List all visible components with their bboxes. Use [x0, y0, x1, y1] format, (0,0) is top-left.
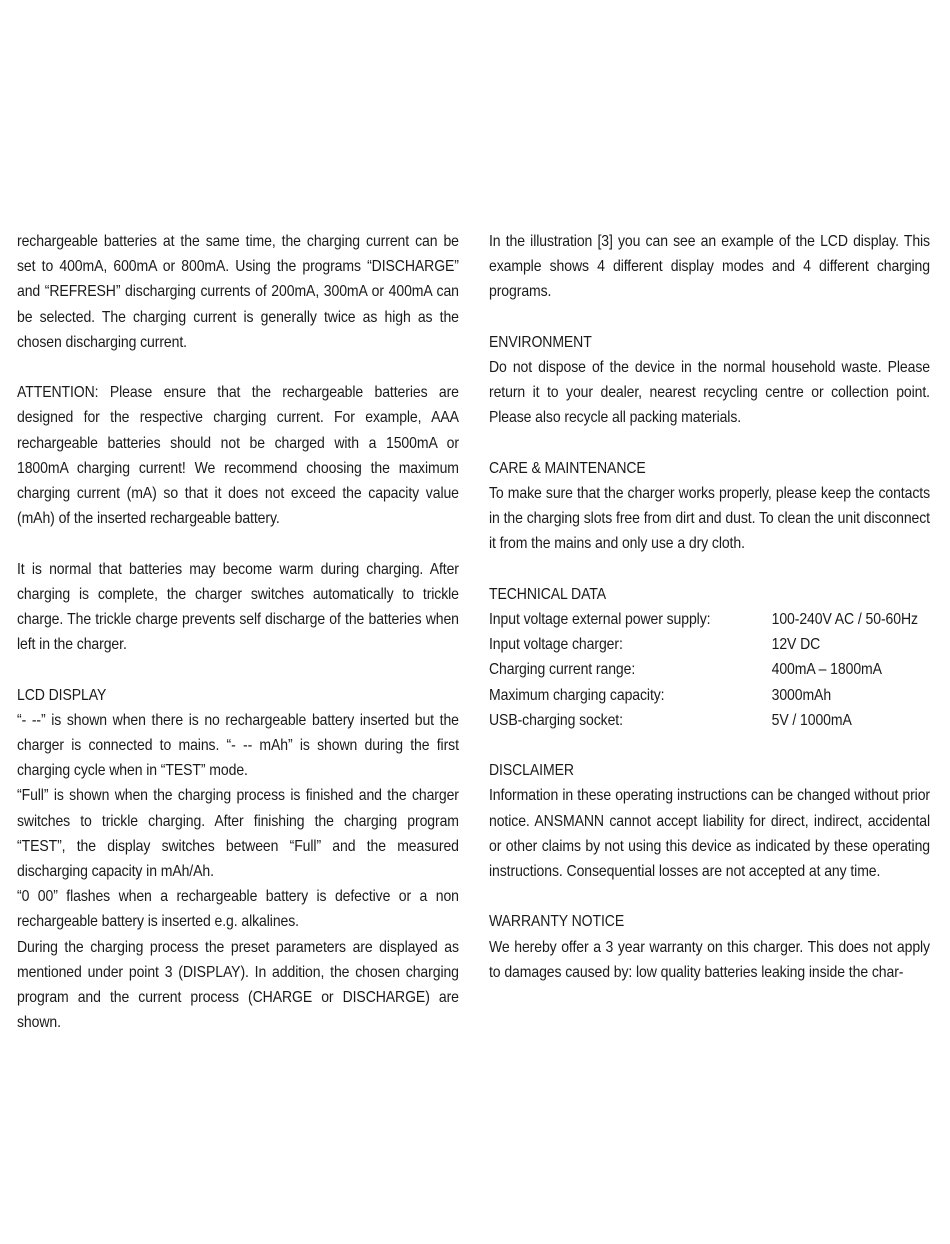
charging-current-paragraph: rechargeable batteries at the same time, the charging current can be set to 400mA, 600mA or 800mA. Using the programs “DISCHARGE” and “REFRESH” discharging currents of 200mA, 300mA or 400mA can be selected. The charging current is generally twice as high as the chosen discharging current.	[17, 233, 459, 351]
lcd-item: During the charging process the preset parameters are displayed as mentioned under point 3 (DISPLAY). In addition, the chosen charging program and the current process (CHARGE or DISCHARGE) are shown.	[17, 938, 459, 1032]
table-row	[489, 708, 930, 733]
tech-value: 5V / 1000mA	[771, 711, 852, 729]
right-column	[489, 229, 930, 985]
warm-batteries-paragraph: It is normal that batteries may become warm during charging. After charging is complete, the charger switches automatically to trickle charge. The trickle charge prevents self discharge of the batteries when left in the charger.	[17, 560, 459, 654]
care-maintenance-heading: CARE & MAINTENANCE	[489, 459, 646, 477]
section-spacer	[489, 733, 930, 758]
technical-data-heading: TECHNICAL DATA	[489, 585, 607, 603]
warranty-notice-text: We hereby offer a 3 year warranty on this charger. This does not apply to damages caused by: low quality batteries leaking inside the char-	[489, 938, 930, 981]
tech-label: Charging current range:	[489, 661, 636, 679]
tech-value: 100-240V AC / 50-60Hz	[771, 611, 918, 628]
environment-heading: ENVIRONMENT	[489, 333, 592, 351]
technical-data-table	[489, 607, 930, 733]
environment-text: Do not dispose of the device in the normal household waste. Please return it to your dealer, nearest recycling centre or collection point. Please also recycle all packing materials.	[489, 359, 930, 427]
table-row	[489, 632, 930, 657]
illustration-paragraph: In the illustration [3] you can see an example of the LCD display. This example shows 4 different display modes and 4 different charging programs.	[489, 233, 930, 301]
tech-label: Input voltage external power supply:	[489, 611, 711, 628]
left-column	[17, 229, 459, 1035]
tech-value: 3000mAh	[771, 686, 832, 704]
tech-value: 400mA – 1800mA	[771, 661, 882, 679]
attention-paragraph: ATTENTION: Please ensure that the rechargeable batteries are designed for the respective charging current. For example, AAA rechargeable batteries should not be charged with a 1500mA or 1800mA charging current! We recommend choosing the maximum charging current (mA) so that it does not exceed the capacity value (mAh) of the inserted rechargeable battery.	[17, 384, 459, 528]
disclaimer-text: Information in these operating instructions can be changed without prior notice. ANSMANN cannot accept liability for direct, indirect, accidental or other claims by not using this device as indicated by these operating instructions. Consequential losses are not accepted at any time.	[489, 787, 930, 881]
lcd-item: “0 00” flashes when a rechargeable battery is defective or a non rechargeable battery is inserted e.g. alkalines.	[17, 888, 459, 931]
warranty-notice-heading: WARRANTY NOTICE	[489, 913, 625, 931]
lcd-item: “- --” is shown when there is no rechargeable battery inserted but the charger is connected to mains. “- -- mAh” is shown during the first charging cycle when in “TEST” mode.	[17, 711, 459, 780]
lcd-item: “Full” is shown when the charging process is finished and the charger switches to trickle charging. After finishing the charging program “TEST”, the display switches between “Full” and the measured discharging capacity in mAh/Ah.	[17, 787, 459, 881]
tech-label: Maximum charging capacity:	[489, 686, 665, 704]
disclaimer-heading: DISCLAIMER	[489, 762, 574, 780]
tech-label: Input voltage charger:	[489, 636, 623, 654]
tech-label: USB-charging socket:	[489, 711, 623, 729]
lcd-display-heading: LCD DISPLAY	[17, 686, 107, 704]
table-row	[489, 607, 930, 632]
care-maintenance-text: To make sure that the charger works properly, please keep the contacts in the charging slots free from dirt and dust. To clean the unit disconnect it from the mains and only use a dry cloth.	[489, 485, 930, 553]
tech-value: 12V DC	[771, 636, 821, 654]
table-row	[489, 657, 930, 682]
table-row	[489, 683, 930, 708]
